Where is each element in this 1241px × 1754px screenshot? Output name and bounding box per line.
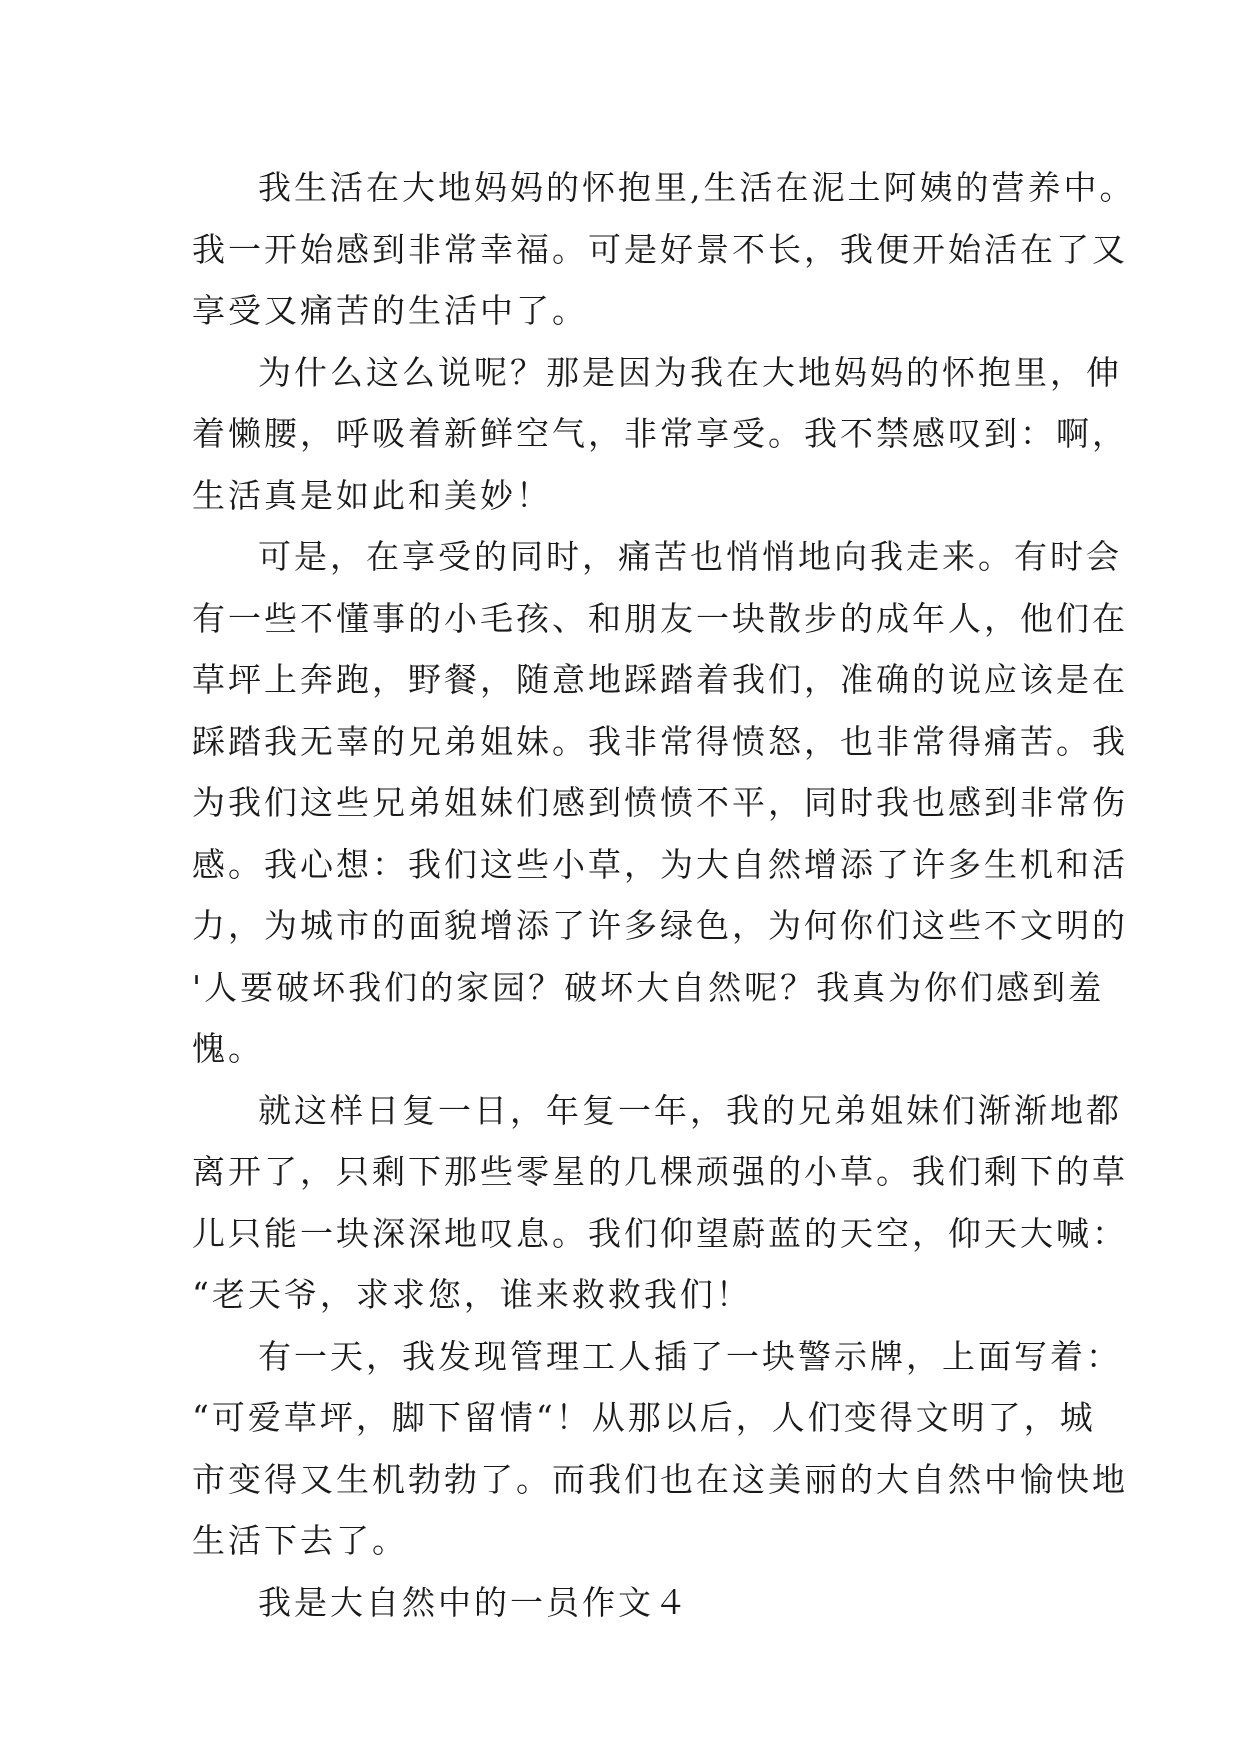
paragraph-4	[192, 1080, 1128, 1326]
paragraph-1	[192, 157, 1136, 342]
text-line: 我一开始感到非常幸福。可是好景不长，我便开始活在了又	[192, 229, 1128, 269]
essay-body	[192, 157, 1136, 1633]
text-line: 生活真是如此和美妙！	[192, 475, 552, 515]
text-line: 生活下去了。	[192, 1521, 408, 1560]
section-heading: 我是大自然中的一员作文４	[258, 1582, 690, 1622]
text-line: 力，为城市的面貌增添了许多绿色，为何你们这些不文明的	[192, 906, 1128, 945]
text-line: “老天爷，求求您，谁来救救我们！	[192, 1275, 752, 1314]
text-line: “可爱草坪，脚下留情“！从那以后，人们变得文明了，城	[192, 1398, 1096, 1437]
paragraph-3	[192, 526, 1128, 1080]
text-line: 愧。	[192, 1029, 264, 1068]
text-line: 有一天，我发现管理工人插了一块警示牌，上面写着：	[258, 1336, 1122, 1376]
text-line: 享受又痛苦的生活中了。	[192, 291, 588, 330]
text-line: 感。我心想：我们这些小草，为大自然增添了许多生机和活	[192, 844, 1128, 884]
text-line: 着懒腰，呼吸着新鲜空气，非常享受。我不禁感叹到：啊，	[192, 414, 1128, 453]
text-line: '人要破坏我们的家园？破坏大自然呢？我真为你们感到羞	[192, 967, 1105, 1007]
text-line: 为我们这些兄弟姐妹们感到愤愤不平，同时我也感到非常伤	[192, 783, 1128, 822]
text-line: 可是，在享受的同时，痛苦也悄悄地向我走来。有时会	[258, 537, 1122, 576]
text-line: 离开了，只剩下那些零星的几棵顽强的小草。我们剩下的草	[192, 1152, 1128, 1191]
text-line: 就这样日复一日，年复一年，我的兄弟姐妹们渐渐地都	[258, 1090, 1122, 1130]
paragraph-6-heading	[192, 1572, 1072, 1634]
text-line: 市变得又生机勃勃了。而我们也在这美丽的大自然中愉快地	[192, 1459, 1128, 1499]
text-line: 草坪上奔跑，野餐，随意地踩踏着我们，准确的说应该是在	[192, 660, 1128, 699]
paragraph-5	[192, 1326, 1128, 1572]
text-line: 我生活在大地妈妈的怀抱里,生活在泥土阿姨的营养中。	[258, 168, 1136, 207]
text-line: 踩踏我无辜的兄弟姐妹。我非常得愤怒，也非常得痛苦。我	[192, 721, 1128, 761]
text-line: 为什么这么说呢？那是因为我在大地妈妈的怀抱里，伸	[258, 352, 1122, 392]
text-line: 有一些不懂事的小毛孩、和朋友一块散步的成年人，他们在	[192, 598, 1128, 638]
paragraph-2	[192, 342, 1128, 527]
text-line: 儿只能一块深深地叹息。我们仰望蔚蓝的天空，仰天大喊：	[192, 1213, 1128, 1253]
